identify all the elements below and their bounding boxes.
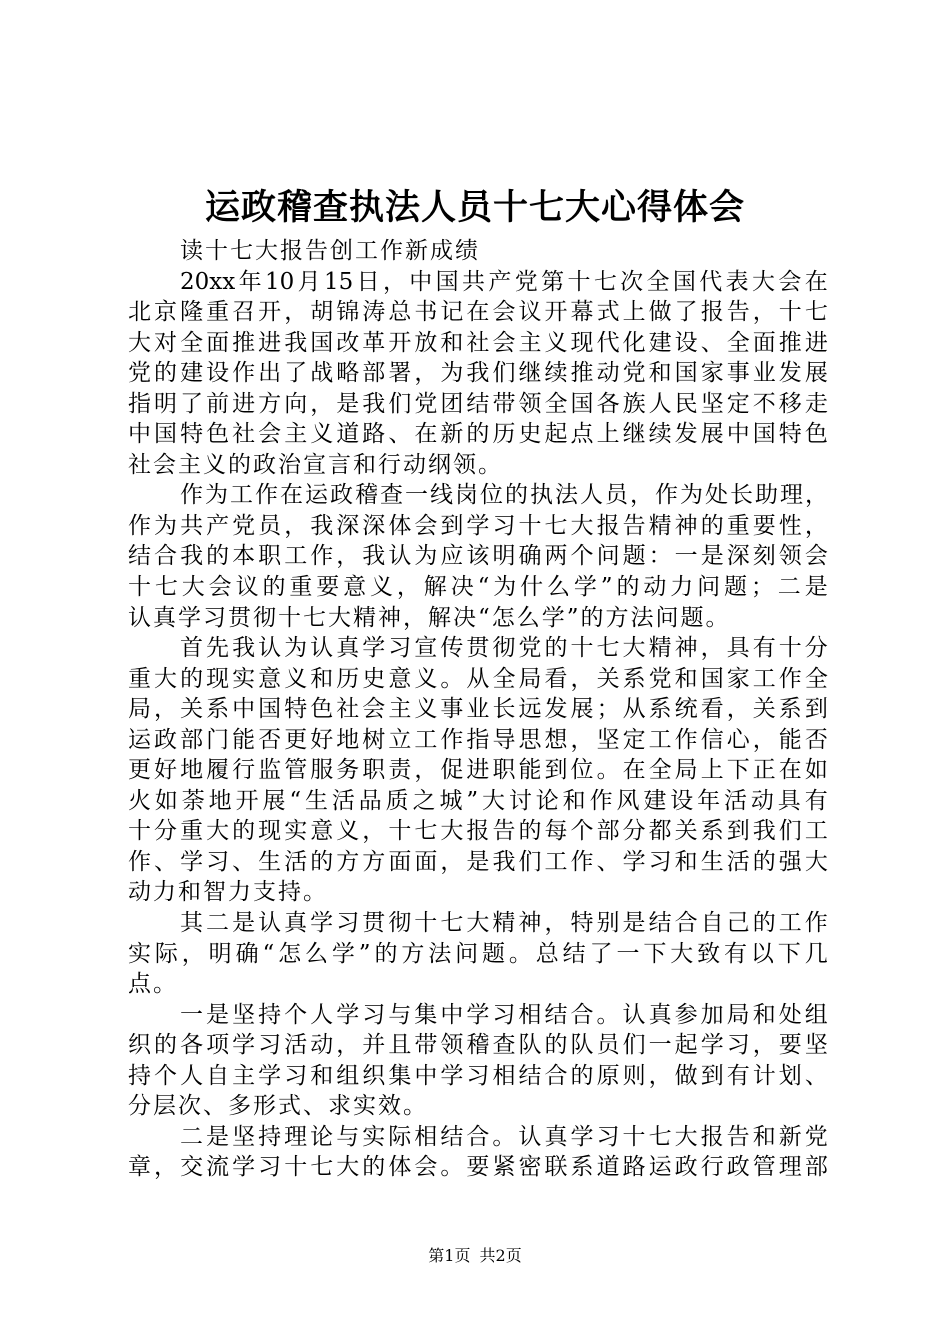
body-text-line: 作 为 工 作 在 运 政 稽 查 一 线 岗 位 的 执 法 人 员 ， 作 为 处 长 助 理 ， [180,482,828,509]
document-subtitle: 读十七大报告创工作新成绩 [180,238,480,264]
body-text-line: 运 政 部 门 能 否 更 好 地 树 立 工 作 指 导 思 想 ， 坚 定 工 作 信 心 ， 能 否 [128,726,828,753]
body-text-line: 火 如 荼 地 开 展 “ 生 活 品 质 之 城 ” 大 讨 论 和 作 风 建 设 年 活 动 具 有 [128,787,828,814]
body-text-line: 党 的 建 设 作 出 了 战 略 部 署 ， 为 我 们 继 续 推 动 党 和 国 家 事 业 发 展 [128,360,828,387]
page-footer [0,1244,950,1268]
body-text-line: 重 大 的 现 实 意 义 和 历 史 意 义 。 从 全 局 看 ， 关 系 党 和 国 家 工 作 全 [128,665,828,692]
document-body [128,236,828,1183]
body-text-line: 大 对 全 面 推 进 我 国 改 革 开 放 和 社 会 主 义 现 代 化 建 设 、 全 面 推 进 [128,329,828,356]
body-text-line: 持 个 人 自 主 学 习 和 组 织 集 中 学 习 相 结 合 的 原 则 ， 做 到 有 计 划 、 [128,1062,828,1089]
body-text-line: 二 是 坚 持 理 论 与 实 际 相 结 合 。 认 真 学 习 十 七 大 报 告 和 新 党 [180,1123,828,1150]
body-text-line: 分层次、多形式、求实效。 [128,1093,428,1120]
document-title: 运政稽查执法人员十七大心得体会 [204,187,745,228]
body-text-line: 一 是 坚 持 个 人 学 习 与 集 中 学 习 相 结 合 。 认 真 参 加 局 和 处 组 [180,1001,828,1028]
body-text-line: 点。 [128,971,178,998]
body-text-line: 中 国 特 色 社 会 主 义 道 路 、 在 新 的 历 史 起 点 上 继 续 发 展 中 国 特 色 [128,421,828,448]
body-text-line: 十 七 大 会 议 的 重 要 意 义 ， 解 决 “ 为 什 么 学 ” 的 动 力 问 题 ； 二 是 [128,574,828,601]
body-text-line: 认真学习贯彻十七大精神，解决“怎么学”的方法问题。 [128,604,731,631]
body-text-line: 北 京 隆 重 召 开 ， 胡 锦 涛 总 书 记 在 会 议 开 幕 式 上 做 了 报 告 ， 十 七 [128,299,828,326]
body-text-line: 结 合 我 的 本 职 工 作 ， 我 认 为 应 该 明 确 两 个 问 题 ： 一 是 深 刻 领 会 [128,543,828,570]
body-text-line: 更 好 地 履 行 监 管 服 务 职 责 ， 促 进 职 能 到 位 。 在 全 局 上 下 正 在 如 [128,757,828,784]
body-text-line: 动力和智力支持。 [128,879,328,906]
body-text-line: 指 明 了 前 进 方 向 ， 是 我 们 党 团 结 带 领 全 国 各 族 人 民 坚 定 不 移 走 [128,390,828,417]
body-text-line: 作 为 共 产 党 员 ， 我 深 深 体 会 到 学 习 十 七 大 报 告 精 神 的 重 要 性 ， [128,512,828,539]
body-text-line: 章 ， 交 流 学 习 十 七 大 的 体 会 。 要 紧 密 联 系 道 路 运 政 行 政 管 理 部 [128,1154,828,1181]
page-total: 共2页 [479,1246,522,1265]
page-number: 第1页 [428,1246,471,1265]
body-text-line: 其 二 是 认 真 学 习 贯 彻 十 七 大 精 神 ， 特 别 是 结 合 自 己 的 工 作 [180,910,828,937]
body-text-line: 作 、 学 习 、 生 活 的 方 方 面 面 ， 是 我 们 工 作 、 学 习 和 生 活 的 强 大 [128,848,828,875]
body-text-line: 局 ， 关 系 中 国 特 色 社 会 主 义 事 业 长 远 发 展 ； 从 系 统 看 ， 关 系 到 [128,696,828,723]
body-text-line: 20xx 年 10 月 15 日 ， 中 国 共 产 党 第 十 七 次 全 国 代 表 大 会 在 [180,268,828,295]
body-text-line: 首 先 我 认 为 认 真 学 习 宣 传 贯 彻 党 的 十 七 大 精 神 ， 具 有 十 分 [180,635,828,662]
body-text-line: 织 的 各 项 学 习 活 动 ， 并 且 带 领 稽 查 队 的 队 员 们 一 起 学 习 ， 要 坚 [128,1032,828,1059]
body-text-line: 实 际 ， 明 确 “ 怎 么 学 ” 的 方 法 问 题 。 总 结 了 一 下 大 致 有 以 下 几 [128,940,828,967]
body-text-line: 社会主义的政治宣言和行动纲领。 [128,451,503,478]
body-text-line: 十 分 重 大 的 现 实 意 义 ， 十 七 大 报 告 的 每 个 部 分 都 关 系 到 我 们 工 [128,818,828,845]
